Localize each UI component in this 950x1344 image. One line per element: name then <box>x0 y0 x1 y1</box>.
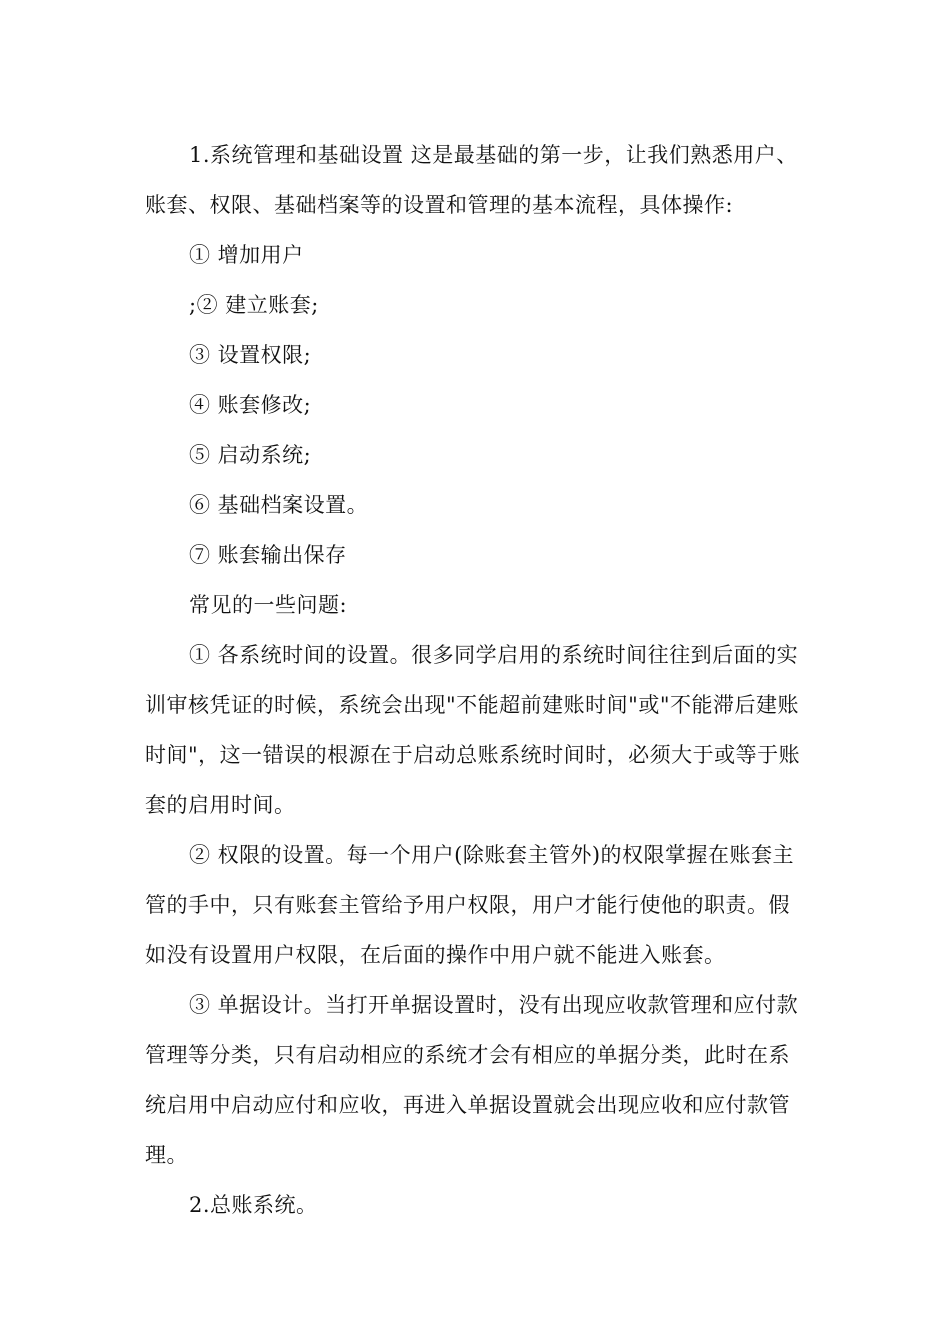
problem-permissions: ② 权限的设置。每一个用户(除账套主管外)的权限掌握在账套主管的手中，只有账套主管给予用户权限，用户才能行使他的职责。假如没有设置用户权限，在后面的操作中用户就不能进入账套。 <box>145 843 795 967</box>
common-problems-heading: 常见的一些问题: <box>189 593 348 617</box>
paragraph-intro: 1.系统管理和基础设置 这是最基础的第一步，让我们熟悉用户、账套、权限、基础档案等的设置和管理的基本流程，具体操作: <box>145 143 798 217</box>
step-export-save: ⑦ 账套输出保存 <box>189 543 347 567</box>
problem-system-time: ① 各系统时间的设置。很多同学启用的系统时间往往到后面的实训审核凭证的时候，系统会出现"不能超前建账时间"或"不能滞后建账时间"，这一错误的根源在于启动总账系统时间时，必须大于或等于账套的启用时间。 <box>145 643 801 817</box>
step-add-user: ① 增加用户 <box>189 243 304 267</box>
step-basic-archive: ⑥ 基础档案设置。 <box>189 493 369 517</box>
step-start-system: ⑤ 启动系统; <box>189 443 312 467</box>
problem-document-design: ③ 单据设计。当打开单据设置时，没有出现应收款管理和应付款管理等分类，只有启动相应的系统才会有相应的单据分类，此时在系统启用中启动应付和应收，再进入单据设置就会出现应收和应付款管理。 <box>145 993 799 1167</box>
document-body <box>145 130 810 1230</box>
section-general-ledger: 2.总账系统。 <box>189 1193 318 1217</box>
step-modify-account-set: ④ 账套修改; <box>189 393 312 417</box>
step-set-permissions: ③ 设置权限; <box>189 343 312 367</box>
step-create-account-set: ;② 建立账套; <box>189 293 319 317</box>
